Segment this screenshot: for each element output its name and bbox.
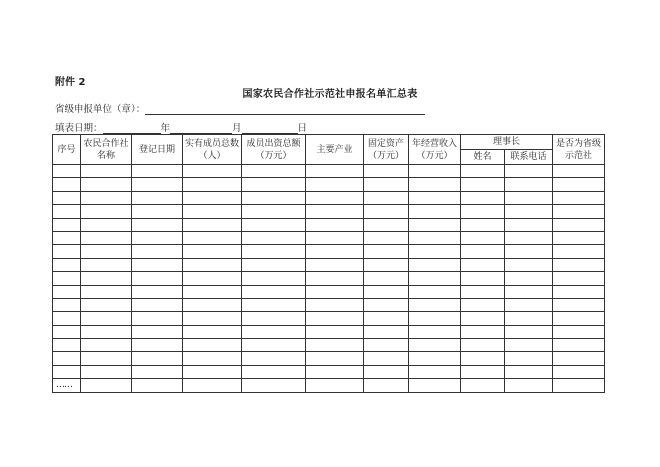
table-cell[interactable] <box>53 191 81 204</box>
table-cell[interactable] <box>81 245 132 258</box>
table-cell[interactable] <box>553 339 605 352</box>
table-cell[interactable] <box>409 258 461 271</box>
table-row-ellipsis <box>53 379 605 392</box>
table-cell[interactable] <box>505 325 553 338</box>
table-cell[interactable] <box>81 178 132 191</box>
table-cell[interactable] <box>183 298 242 311</box>
table-cell[interactable] <box>461 191 505 204</box>
table-cell[interactable] <box>461 258 505 271</box>
month-field[interactable] <box>170 123 232 134</box>
table-cell[interactable] <box>183 365 242 378</box>
table-cell[interactable] <box>81 218 132 231</box>
table-cell[interactable] <box>306 339 364 352</box>
table-cell[interactable] <box>306 298 364 311</box>
table-cell[interactable] <box>183 218 242 231</box>
table-cell[interactable] <box>553 165 605 178</box>
table-cell[interactable] <box>132 205 183 218</box>
table-cell[interactable] <box>53 205 81 218</box>
table-cell[interactable] <box>306 325 364 338</box>
table-row <box>53 285 605 298</box>
table-cell[interactable] <box>132 178 183 191</box>
header-coop-name: 农民合作社名称 <box>81 135 132 165</box>
table-cell[interactable] <box>81 298 132 311</box>
table-cell[interactable] <box>364 339 409 352</box>
table-cell[interactable] <box>242 272 306 285</box>
table-cell[interactable] <box>53 285 81 298</box>
applicant-label: 省级申报单位（章）： <box>55 104 146 115</box>
table-cell[interactable] <box>306 205 364 218</box>
attachment-label: 附件 2 <box>55 77 86 88</box>
table-cell[interactable] <box>553 231 605 244</box>
table-cell[interactable] <box>409 245 461 258</box>
table-row <box>53 312 605 325</box>
header-members: 实有成员总数（人） <box>183 135 242 165</box>
table-cell[interactable] <box>242 205 306 218</box>
table-cell[interactable] <box>461 312 505 325</box>
form-title: 国家农民合作社示范社申报名单汇总表 <box>242 89 418 100</box>
table-cell[interactable] <box>553 272 605 285</box>
table-cell[interactable] <box>81 231 132 244</box>
table-cell[interactable] <box>132 245 183 258</box>
table-cell[interactable] <box>364 379 409 392</box>
table-cell[interactable] <box>505 231 553 244</box>
table-cell[interactable] <box>183 191 242 204</box>
table-cell[interactable] <box>461 218 505 231</box>
table-cell[interactable] <box>81 339 132 352</box>
table-row <box>53 339 605 352</box>
applicant-line <box>55 101 425 115</box>
table-cell[interactable] <box>53 365 81 378</box>
date-line <box>55 120 307 134</box>
table-cell[interactable] <box>409 339 461 352</box>
table-cell[interactable] <box>242 178 306 191</box>
summary-table <box>52 134 605 393</box>
table-cell[interactable] <box>409 218 461 231</box>
table-cell[interactable] <box>505 258 553 271</box>
table-cell[interactable] <box>242 285 306 298</box>
table-cell[interactable] <box>553 205 605 218</box>
table-cell[interactable] <box>553 245 605 258</box>
table-cell[interactable] <box>53 165 81 178</box>
header-seq: 序号 <box>53 135 81 165</box>
table-row <box>53 272 605 285</box>
table-cell[interactable] <box>364 285 409 298</box>
table-cell[interactable] <box>505 298 553 311</box>
table-cell[interactable] <box>461 298 505 311</box>
year-field[interactable] <box>103 123 161 134</box>
table-row <box>53 178 605 191</box>
table-cell[interactable] <box>242 352 306 365</box>
table-cell[interactable] <box>53 245 81 258</box>
table-cell[interactable] <box>53 258 81 271</box>
table-cell[interactable] <box>132 218 183 231</box>
table-cell[interactable] <box>306 191 364 204</box>
month-label: 月 <box>232 123 242 134</box>
table-cell[interactable] <box>505 245 553 258</box>
table-cell[interactable] <box>461 178 505 191</box>
table-cell[interactable] <box>183 231 242 244</box>
table-cell[interactable] <box>409 272 461 285</box>
day-label: 日 <box>297 123 308 134</box>
table-cell[interactable] <box>306 165 364 178</box>
table-row <box>53 325 605 338</box>
table-row <box>53 231 605 244</box>
table-cell[interactable] <box>505 312 553 325</box>
table-cell[interactable] <box>553 325 605 338</box>
ellipsis-marker: …… <box>53 379 81 392</box>
table-cell[interactable] <box>53 178 81 191</box>
header-director-phone: 联系电话 <box>505 150 553 165</box>
table-cell[interactable] <box>461 231 505 244</box>
table-cell[interactable] <box>132 339 183 352</box>
table-cell[interactable] <box>364 205 409 218</box>
year-label: 年 <box>160 123 171 134</box>
table-cell[interactable] <box>53 339 81 352</box>
table-cell[interactable] <box>242 298 306 311</box>
table-cell[interactable] <box>364 312 409 325</box>
header-provincial-demo: 是否为省级示范社 <box>553 135 605 165</box>
header-director: 理事长 <box>461 135 553 150</box>
table-cell[interactable] <box>81 258 132 271</box>
table-cell[interactable] <box>81 272 132 285</box>
table-cell[interactable] <box>242 379 306 392</box>
table-row <box>53 352 605 365</box>
table-cell[interactable] <box>409 365 461 378</box>
table-cell[interactable] <box>242 339 306 352</box>
table-cell[interactable] <box>183 312 242 325</box>
table-cell[interactable] <box>553 178 605 191</box>
table-cell[interactable] <box>364 298 409 311</box>
table-cell[interactable] <box>553 285 605 298</box>
table-cell[interactable] <box>81 165 132 178</box>
table-cell[interactable] <box>132 285 183 298</box>
table-cell[interactable] <box>364 165 409 178</box>
table-cell[interactable] <box>461 245 505 258</box>
table-cell[interactable] <box>306 258 364 271</box>
table-cell[interactable] <box>53 325 81 338</box>
table-cell[interactable] <box>132 191 183 204</box>
table-cell[interactable] <box>53 298 81 311</box>
table-cell[interactable] <box>505 165 553 178</box>
table-cell[interactable] <box>505 191 553 204</box>
table-row <box>53 218 605 231</box>
table-cell[interactable] <box>306 272 364 285</box>
table-cell[interactable] <box>242 231 306 244</box>
table-cell[interactable] <box>461 365 505 378</box>
table-cell[interactable] <box>53 231 81 244</box>
table-cell[interactable] <box>505 365 553 378</box>
table-cell[interactable] <box>242 245 306 258</box>
table-cell[interactable] <box>461 285 505 298</box>
table-cell[interactable] <box>409 165 461 178</box>
table-cell[interactable] <box>553 312 605 325</box>
table-cell[interactable] <box>132 352 183 365</box>
table-cell[interactable] <box>306 245 364 258</box>
table-cell[interactable] <box>81 191 132 204</box>
table-cell[interactable] <box>461 325 505 338</box>
table-cell[interactable] <box>183 285 242 298</box>
table-cell[interactable] <box>364 325 409 338</box>
table-cell[interactable] <box>81 325 132 338</box>
table-cell[interactable] <box>306 231 364 244</box>
table-cell[interactable] <box>183 379 242 392</box>
table-cell[interactable] <box>306 285 364 298</box>
table-cell[interactable] <box>364 258 409 271</box>
date-label: 填表日期： <box>55 123 103 134</box>
table-cell[interactable] <box>364 365 409 378</box>
table-cell[interactable] <box>409 191 461 204</box>
table-cell[interactable] <box>242 365 306 378</box>
header-industry: 主要产业 <box>306 135 364 165</box>
header-fixed-assets: 固定资产（万元） <box>364 135 409 165</box>
table-cell[interactable] <box>461 339 505 352</box>
table-cell[interactable] <box>183 245 242 258</box>
table-cell[interactable] <box>306 312 364 325</box>
table-row <box>53 191 605 204</box>
header-capital: 成员出资总额（万元） <box>242 135 306 165</box>
table-body <box>53 165 605 393</box>
table-cell[interactable] <box>183 339 242 352</box>
table-cell[interactable] <box>505 178 553 191</box>
table-cell[interactable] <box>242 312 306 325</box>
table-cell[interactable] <box>461 165 505 178</box>
table-cell[interactable] <box>53 312 81 325</box>
table-cell[interactable] <box>306 352 364 365</box>
header-reg-date: 登记日期 <box>132 135 183 165</box>
header-director-name: 姓名 <box>461 150 505 165</box>
table-cell[interactable] <box>132 298 183 311</box>
applicant-field[interactable] <box>145 104 425 115</box>
table-cell[interactable] <box>183 178 242 191</box>
table-cell[interactable] <box>409 298 461 311</box>
table-cell[interactable] <box>53 352 81 365</box>
table-cell[interactable] <box>81 379 132 392</box>
table-cell[interactable] <box>461 272 505 285</box>
table-cell[interactable] <box>553 379 605 392</box>
day-field[interactable] <box>242 123 298 134</box>
table-cell[interactable] <box>505 272 553 285</box>
table-cell[interactable] <box>306 218 364 231</box>
table-cell[interactable] <box>53 218 81 231</box>
table-cell[interactable] <box>132 325 183 338</box>
table-cell[interactable] <box>409 178 461 191</box>
table-cell[interactable] <box>132 272 183 285</box>
table-cell[interactable] <box>505 379 553 392</box>
table-cell[interactable] <box>306 178 364 191</box>
table-cell[interactable] <box>242 258 306 271</box>
table-cell[interactable] <box>81 312 132 325</box>
table-cell[interactable] <box>505 352 553 365</box>
table-row <box>53 258 605 271</box>
table-row <box>53 245 605 258</box>
table-cell[interactable] <box>553 258 605 271</box>
table-cell[interactable] <box>364 352 409 365</box>
table-cell[interactable] <box>132 312 183 325</box>
table-cell[interactable] <box>81 285 132 298</box>
table-cell[interactable] <box>553 191 605 204</box>
table-cell[interactable] <box>409 325 461 338</box>
table-cell[interactable] <box>409 379 461 392</box>
table-cell[interactable] <box>364 191 409 204</box>
table-cell[interactable] <box>81 365 132 378</box>
table-cell[interactable] <box>242 165 306 178</box>
table-cell[interactable] <box>505 205 553 218</box>
table-cell[interactable] <box>409 231 461 244</box>
table-cell[interactable] <box>364 245 409 258</box>
table-cell[interactable] <box>364 218 409 231</box>
table-cell[interactable] <box>132 165 183 178</box>
table-cell[interactable] <box>53 272 81 285</box>
table-cell[interactable] <box>505 218 553 231</box>
table-cell[interactable] <box>553 298 605 311</box>
table-cell[interactable] <box>553 218 605 231</box>
table-row <box>53 365 605 378</box>
table-cell[interactable] <box>409 312 461 325</box>
table-cell[interactable] <box>132 258 183 271</box>
table-cell[interactable] <box>364 231 409 244</box>
table-cell[interactable] <box>183 352 242 365</box>
table-cell[interactable] <box>553 365 605 378</box>
table-cell[interactable] <box>81 352 132 365</box>
table-row <box>53 165 605 178</box>
table-cell[interactable] <box>461 379 505 392</box>
table-cell[interactable] <box>183 258 242 271</box>
table-cell[interactable] <box>183 205 242 218</box>
table-cell[interactable] <box>409 285 461 298</box>
table-cell[interactable] <box>242 191 306 204</box>
table-cell[interactable] <box>364 272 409 285</box>
table-cell[interactable] <box>505 339 553 352</box>
table-row <box>53 205 605 218</box>
table-cell[interactable] <box>183 272 242 285</box>
header-revenue: 年经营收入（万元） <box>409 135 461 165</box>
table-cell[interactable] <box>183 325 242 338</box>
table-cell[interactable] <box>132 365 183 378</box>
table-cell[interactable] <box>306 379 364 392</box>
table-cell[interactable] <box>505 285 553 298</box>
table-cell[interactable] <box>242 325 306 338</box>
table-cell[interactable] <box>364 178 409 191</box>
table-cell[interactable] <box>183 165 242 178</box>
table-cell[interactable] <box>553 352 605 365</box>
table-cell[interactable] <box>409 205 461 218</box>
table-cell[interactable] <box>81 205 132 218</box>
table-cell[interactable] <box>306 365 364 378</box>
table-cell[interactable] <box>132 231 183 244</box>
table-cell[interactable] <box>242 218 306 231</box>
table-cell[interactable] <box>409 352 461 365</box>
table-cell[interactable] <box>132 379 183 392</box>
table-row <box>53 298 605 311</box>
table-cell[interactable] <box>461 205 505 218</box>
table-cell[interactable] <box>461 352 505 365</box>
